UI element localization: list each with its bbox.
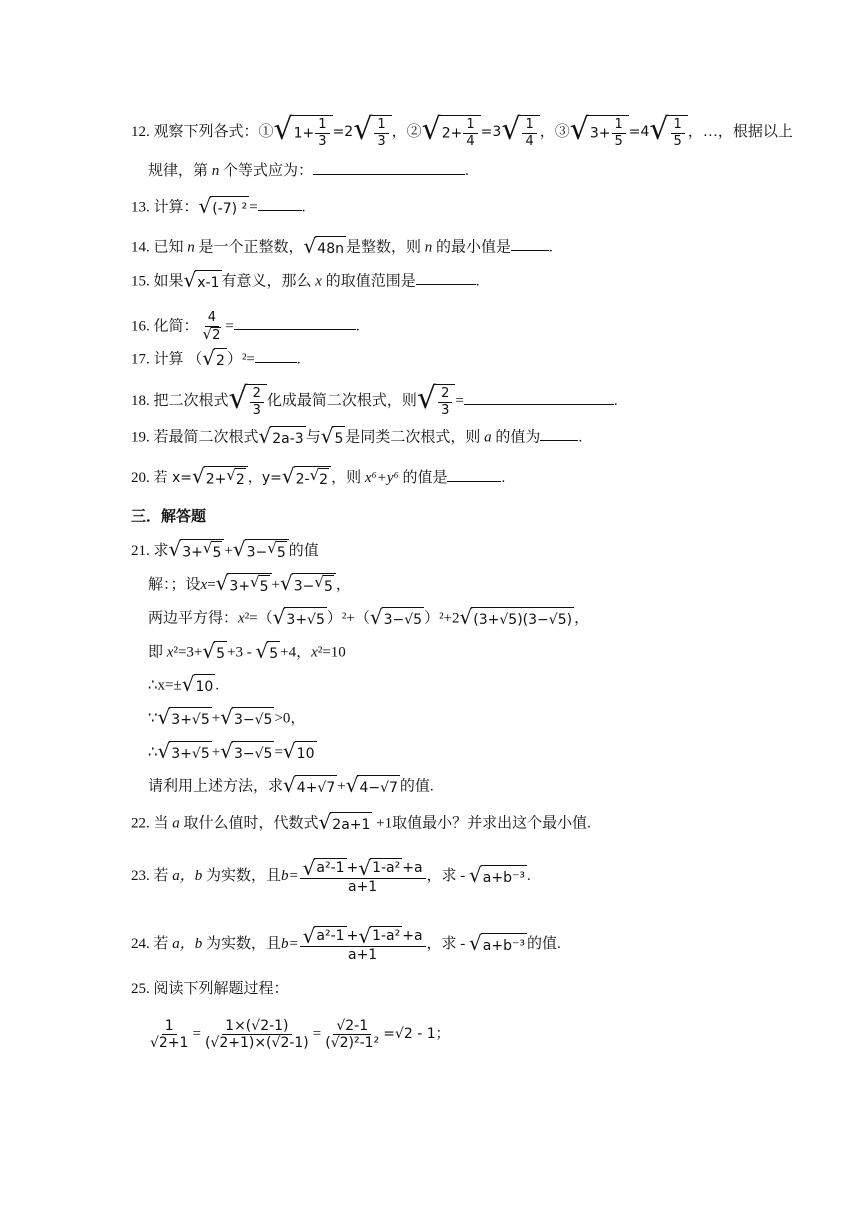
- answer-blank[interactable]: [464, 390, 614, 405]
- answer-blank[interactable]: [255, 348, 297, 363]
- q25: 25. 阅读下列解题过程：: [131, 981, 289, 997]
- q19: 19. 若最简二次根式 √ 2a-3 与 √ 5 是同类二次根式，则 a 的值为 .: [131, 424, 583, 448]
- q24: 24. 若 a，b 为实数，且b= √ a²-1 + √ 1-a² +a a+1 ，求 - √ a+b⁻³ 的值.: [131, 924, 561, 963]
- q12-radical-1: √ 1+ $\frac{1}{3}$: [274, 115, 333, 150]
- q21-step3: 即 x²=3+ √ 5 +3 - √ 5 +4，x²=10: [148, 639, 346, 663]
- q21-step1: 解：；设x= √ 3+ √ 5 + √ 3− √ 5 ，: [148, 573, 351, 598]
- q12-line1: 12. 观察下列各式：① √ 1+ $\frac{1}{3}$ =2 √ $\frac{1}{3}$ ，② √ 2+ $\frac{1}{4}$ =3 √ $\frac{1}{4}$ ，③ √ 3+ $\frac{1}{5}$ =4 √ $\frac{1}{5}$ ，…，根据以上: [131, 112, 793, 149]
- q22: 22. 当 a 取什么值时，代数式 √ 2a+1 +1取值最小？并求出这个最小值.: [131, 810, 591, 834]
- answer-blank[interactable]: [313, 160, 465, 175]
- answer-blank[interactable]: [447, 467, 501, 482]
- q14: 14. 已知 n 是一个正整数， √ 48n 是整数，则 n 的最小值是 .: [131, 234, 553, 258]
- q17: 17. 计算 （ √ 2 ）²= .: [131, 346, 301, 370]
- q12-radical-2: √ 2+ $\frac{1}{4}$: [422, 115, 481, 150]
- q18: 18. 把二次根式 √ $\frac{2}{3}$ 化成最简二次根式，则 √ $\frac{2}{3}$ = .: [131, 381, 618, 418]
- q21-step7: 请利用上述方法，求 √ 4+√7 + √ 4−√7 的值.: [148, 773, 434, 797]
- q21-title: 21. 求 √ 3+ √ 5 + √ 3− √ 5 的值: [131, 539, 319, 564]
- section-heading: 三．解答题: [131, 509, 207, 525]
- q21-step5: ∵ √ 3+√5 + √ 3−√5 >0，: [148, 705, 306, 729]
- q21-step6: ∴ √ 3+√5 + √ 3−√5 = √ 10: [148, 739, 315, 763]
- answer-blank[interactable]: [511, 236, 549, 251]
- q15: 15. 如果 √ x-1 有意义，那么 x 的取值范围是 .: [131, 268, 480, 292]
- answer-blank[interactable]: [258, 196, 302, 211]
- q25-equation: $\frac{1}{√2+1}$ = $\frac{1\times(√2-1)}{(√2+1)\times(√2-1)}$ = $\frac{√2-1}{\text{(√2)²-1²}}$ =√2 - 1；: [150, 1018, 450, 1051]
- q16: 16. 化简： 4 √ 2 = .: [131, 310, 360, 343]
- q23: 23. 若 a，b 为实数，且b= √ a²-1 + √ 1-a² +a a+1 ，求 - √ a+b⁻³ .: [131, 856, 531, 895]
- q13: 13. 计算： √ (-7) ² = .: [131, 194, 306, 218]
- answer-blank[interactable]: [540, 426, 578, 441]
- q21-step2: 两边平方得：x²=（ √ 3+√5 ）²+（ √ 3−√5 ）²+2 √ (3+√5)(3−√5) ，: [148, 605, 590, 629]
- q21-step4: ∴x=± √ 10 .: [148, 672, 220, 696]
- q12-line2: 规律，第 n 个等式应为： .: [148, 160, 469, 182]
- q12-radical-3: √ 3+ $\frac{1}{5}$: [570, 115, 629, 150]
- q20: 20. 若 x= √ 2+ √ 2 ，y= √ 2- √ 2 ，则 x⁶+y⁶ 的值是 .: [131, 466, 505, 491]
- answer-blank[interactable]: [234, 315, 356, 330]
- answer-blank[interactable]: [416, 270, 476, 285]
